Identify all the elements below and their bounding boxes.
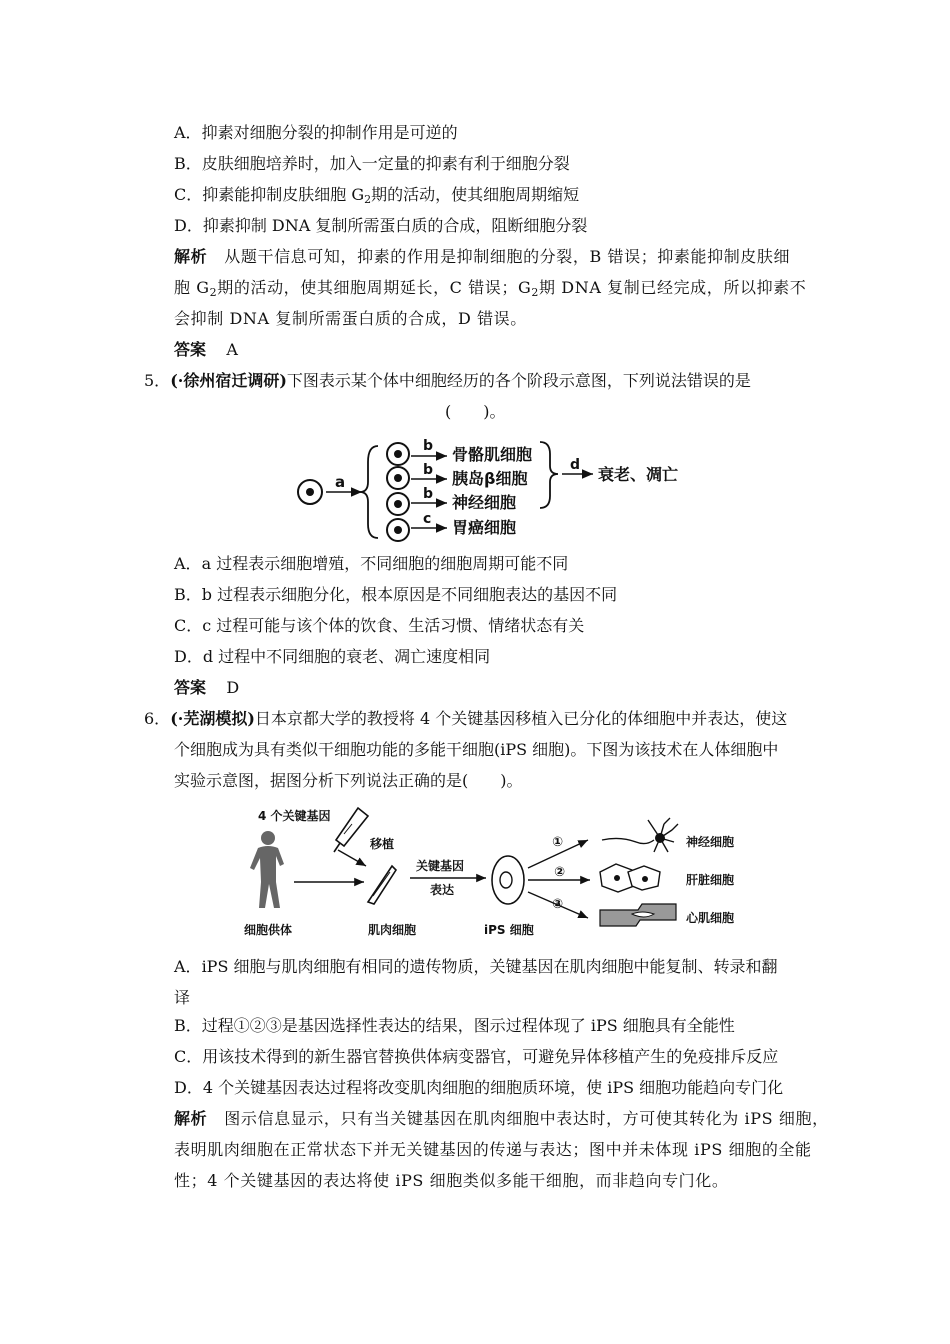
cell-icon [387, 443, 409, 465]
left-brace [360, 446, 378, 538]
cell-name-nerve: 神经细胞 [452, 493, 517, 512]
label-b: b [423, 486, 434, 502]
label-4-key-genes: 4 个关键基因 [258, 809, 331, 823]
label-donor: 细胞供体 [244, 923, 293, 937]
right-brace [540, 442, 558, 508]
cell-name-skeletal-muscle: 骨骼肌细胞 [452, 445, 533, 464]
step-1: ① [552, 835, 564, 850]
option-label: C． [174, 185, 203, 204]
syringe-icon [334, 808, 368, 852]
cell-name-pancreatic-beta: 胰岛β细胞 [452, 469, 528, 488]
option-label: B． [174, 1016, 202, 1035]
label-ips-cell: iPS 细胞 [484, 923, 534, 937]
question-source: (·芜湖模拟) [170, 709, 255, 728]
liver-cell-icon [600, 864, 660, 892]
cell-icon [387, 519, 409, 541]
nerve-cell-icon [602, 818, 678, 852]
q5-option-d [174, 646, 490, 668]
q4-explanation-line2 [174, 277, 806, 304]
q6-ips-diagram [240, 802, 780, 944]
option-text: a 过程表示细胞增殖，不同细胞的细胞周期可能不同 [201, 554, 569, 573]
option-text: 抑素抑制 DNA 复制所需蛋白质的合成，阻断细胞分裂 [202, 216, 588, 235]
option-label: B． [174, 585, 202, 604]
option-text: 用该技术得到的新生器官替换供体病变器官，可避免异体移植产生的免疫排斥反应 [202, 1047, 779, 1066]
q5-stem [144, 370, 751, 392]
option-label: D． [174, 647, 203, 666]
arrow-transplant [338, 850, 366, 866]
option-text: 过程①②③是基因选择性表达的结果，图示过程体现了 iPS 细胞具有全能性 [201, 1016, 735, 1035]
q6-option-c [174, 1046, 778, 1068]
option-text: d 过程中不同细胞的衰老、凋亡速度相同 [202, 647, 491, 666]
option-label: A． [174, 957, 202, 976]
explanation-text: 图示信息显示，只有当关键基因在肌肉细胞中表达时，方可使其转化为 iPS 细胞， [224, 1109, 829, 1128]
step-2: ② [554, 865, 566, 880]
option-text: 抑素对细胞分裂的抑制作用是可逆的 [201, 123, 458, 142]
q4-answer [174, 339, 238, 361]
question-source: (·徐州宿迁调研) [170, 371, 287, 390]
option-text: iPS 细胞与肌肉细胞有相同的遗传物质，关键基因在肌肉细胞中能复制、转录和翻 [201, 957, 778, 976]
q6-stem-line1 [144, 708, 787, 730]
option-text-post: 期的活动，使其细胞周期缩短 [371, 185, 580, 204]
q5-option-a [174, 553, 568, 575]
question-number: 6． [144, 709, 171, 728]
q5-blank [445, 401, 506, 423]
q4-option-b [174, 153, 570, 175]
answer-value: D [226, 678, 240, 697]
subscript: 2 [209, 286, 218, 299]
label-d: d [570, 457, 581, 473]
cell-icon [387, 467, 409, 489]
explanation-text: 期的活动，使其细胞周期延长，C 错误；G [217, 278, 532, 297]
label-express: 表达 [430, 883, 455, 897]
q6-option-a [174, 956, 778, 978]
label-key-gene: 关键基因 [416, 859, 465, 873]
question-text: 下图表示某个体中细胞经历的各个阶段示意图，下列说法错误的是 [286, 371, 751, 390]
explanation-text: 性；4 个关键基因的表达将使 iPS 细胞类似多能干细胞，而非趋向专门化。 [174, 1171, 729, 1190]
explanation-text: 胞 G [174, 278, 210, 297]
label-transplant: 移植 [370, 837, 395, 851]
option-text: c 过程可能与该个体的饮食、生活习惯、情绪状态有关 [202, 616, 585, 635]
label-c: c [423, 511, 432, 527]
option-text: 译 [174, 988, 191, 1007]
answer-blank: ( )。 [445, 402, 506, 421]
subscript: 2 [531, 286, 540, 299]
label-b: b [423, 462, 434, 478]
cell-name-gastric-cancer: 胃癌细胞 [452, 518, 517, 537]
ips-cell-icon [492, 856, 524, 904]
explanation-label: 解析 [174, 247, 208, 266]
label-liver-cell: 肝脏细胞 [686, 873, 735, 887]
human-figure-icon [250, 831, 284, 908]
origin-cell-icon [298, 480, 322, 504]
question-text: 个细胞成为具有类似干细胞功能的多能干细胞(iPS 细胞)。下图为该技术在人体细胞中 [174, 740, 779, 759]
explanation-text: 表明肌肉细胞在正常状态下并无关键基因的传递与表达；图中并未体现 iPS 细胞的全能 [174, 1140, 812, 1159]
q6-stem-line2 [174, 739, 778, 761]
q6-option-b [174, 1015, 735, 1037]
option-label: C． [174, 1047, 203, 1066]
q4-explanation-line3 [174, 308, 527, 330]
answer-value: A [226, 340, 238, 359]
question-number: 5． [144, 371, 171, 390]
explanation-label: 解析 [174, 1109, 208, 1128]
option-label: B． [174, 154, 202, 173]
q5-cell-stages-diagram [290, 432, 690, 544]
explanation-text: 期 DNA 复制已经完成，所以抑素不 [539, 278, 807, 297]
option-text: 4 个关键基因表达过程将改变肌肉细胞的细胞质环境，使 iPS 细胞功能趋向专门化 [202, 1078, 784, 1097]
q5-answer [174, 677, 239, 699]
q6-explanation-line3 [174, 1170, 728, 1192]
q5-option-c [174, 615, 584, 637]
subscript: 2 [364, 193, 372, 206]
result-aging-apoptosis: 衰老、凋亡 [598, 465, 679, 484]
question-text: 实验示意图，据图分析下列说法正确的是( )。 [174, 771, 523, 790]
option-label: A． [174, 123, 202, 142]
label-muscle-cell: 肌肉细胞 [368, 923, 417, 937]
q6-explanation-line1 [174, 1108, 829, 1130]
label-heart-cell: 心肌细胞 [686, 911, 735, 925]
muscle-cell-icon [368, 866, 396, 904]
cell-icon [387, 493, 409, 515]
option-label: D． [174, 1078, 203, 1097]
q6-option-a-cont [174, 987, 190, 1009]
q4-option-c [174, 184, 579, 211]
q4-explanation-line1 [174, 246, 790, 268]
option-text: b 过程表示细胞分化，根本原因是不同细胞表达的基因不同 [201, 585, 618, 604]
option-label: D． [174, 216, 203, 235]
question-text: 日本京都大学的教授将 4 个关键基因移植入已分化的体细胞中并表达，使这 [254, 709, 788, 728]
q6-explanation-line2 [174, 1139, 812, 1161]
q4-option-a [174, 122, 458, 144]
q6-stem-line3 [174, 770, 523, 792]
option-text: 皮肤细胞培养时，加入一定量的抑素有利于细胞分裂 [201, 154, 570, 173]
q6-option-d [174, 1077, 783, 1099]
q4-option-d [174, 215, 587, 237]
option-text: 抑素能抑制皮肤细胞 G [202, 185, 365, 204]
explanation-text: 从题干信息可知，抑素的作用是抑制细胞的分裂，B 错误；抑素能抑制皮肤细 [224, 247, 791, 266]
label-a: a [335, 473, 346, 491]
label-b: b [423, 438, 434, 454]
step-3: ③ [552, 897, 564, 912]
answer-label: 答案 [174, 678, 207, 697]
option-label: A． [174, 554, 202, 573]
q5-option-b [174, 584, 617, 606]
answer-label: 答案 [174, 340, 207, 359]
option-label: C． [174, 616, 203, 635]
heart-muscle-cell-icon [600, 904, 676, 926]
explanation-text: 会抑制 DNA 复制所需蛋白质的合成，D 错误。 [174, 309, 527, 328]
label-nerve-cell: 神经细胞 [686, 835, 735, 849]
